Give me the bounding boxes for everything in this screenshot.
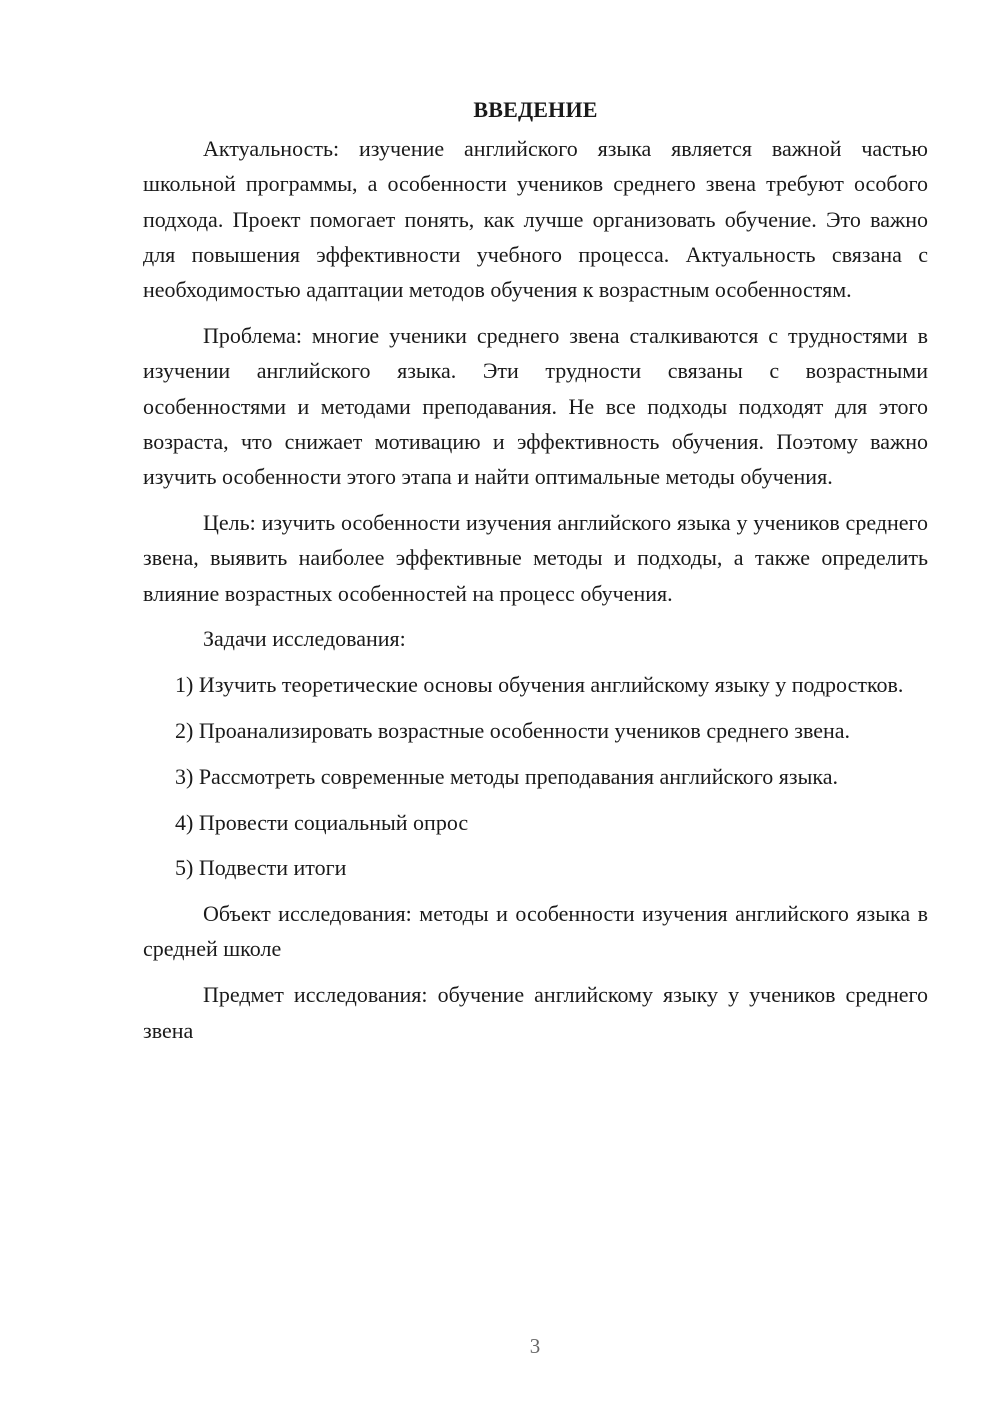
task-item-5: 5) Подвести итоги: [175, 855, 347, 881]
research-object-paragraph: Объект исследования: методы и особенности изучения английского языка в средней школе: [143, 901, 928, 962]
task-item-1: 1) Изучить теоретические основы обучения английскому языку у подростков.: [175, 672, 904, 698]
task-item-2: 2) Проанализировать возрастные особенности учеников среднего звена.: [175, 717, 851, 743]
relevance-paragraph: Актуальность: изучение английского языка является важной частью школьной программы, а особенности учеников среднего звена требуют особого подхода. Проект помогает понять, как лучше организовать обучение. Это важно для повышения эффективности учебного процесса. Актуальность связана с необходимостью адаптации методов обучения к возрастным особенностям.: [143, 136, 928, 303]
problem-paragraph: Проблема: многие ученики среднего звена сталкиваются с трудностями в изучении английского языка. Эти трудности связаны с возрастными особенностями и методами преподавания. Не все подходы подходят для этого возраста, что снижает мотивацию и эффективность обучения. Поэтому важно изучить особенности этого этапа и найти оптимальные методы обучения.: [143, 322, 928, 490]
goal-paragraph: Цель: изучить особенности изучения английского языка у учеников среднего звена, выявить наиболее эффективные методы и подходы, а также определить влияние возрастных особенностей на процесс обучения.: [143, 509, 928, 606]
task-item-3: 3) Рассмотреть современные методы преподавания английского языка.: [175, 763, 838, 789]
document-page: [143, 92, 928, 1058]
tasks-heading: Задачи исследования:: [203, 626, 406, 652]
page-title: ВВЕДЕНИЕ: [473, 97, 598, 122]
page-number: 3: [529, 1334, 541, 1358]
task-item-4: 4) Провести социальный опрос: [175, 809, 469, 835]
research-subject-paragraph: Предмет исследования: обучение английскому языку у учеников среднего звена: [143, 982, 928, 1043]
